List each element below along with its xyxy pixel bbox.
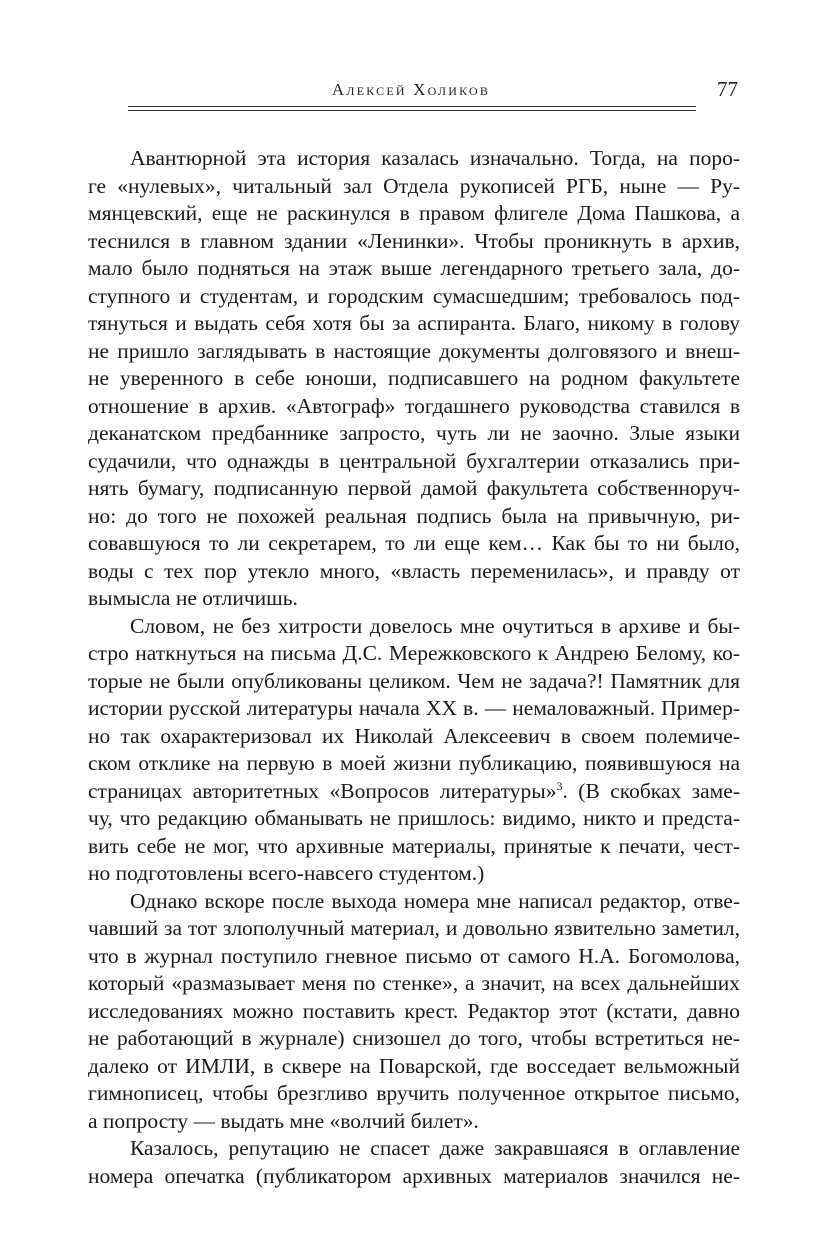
text-line: номера опечатка (публикатором архивных материалов значился не-: [88, 1163, 740, 1188]
text-line: истории русской литературы начала XX в. — немаловажный. Пример-: [88, 696, 740, 720]
text-fragment: . (В скобках заме-: [562, 778, 740, 803]
text-line: исследованиях можно поставить крест. Редактор этот (кстати, давно: [88, 998, 740, 1023]
text-line: Словом, не без хитрости довелось мне очутиться в архиве и бы-: [130, 613, 740, 638]
text-line: а попросту — выдать мне «волчий билет».: [88, 1108, 479, 1133]
text-line: судачили, что однажды в центральной бухгалтерии отказались при-: [88, 448, 740, 473]
text-line: ском отклике на первую в моей жизни публикацию, появившуюся на: [88, 751, 740, 775]
text-line: не пришло заглядывать в настоящие документы долговязого и внеш-: [88, 338, 740, 363]
text-line: но подготовлены всего-навсего студентом.): [88, 861, 485, 885]
text-fragment: страницах авторитетных «Вопросов литературы»: [88, 778, 557, 803]
text-line: чу, что редакцию обманывать не пришлось: видимо, никто и предста-: [88, 806, 740, 830]
text-line: что в журнал поступило гневное письмо от самого Н.А. Богомолова,: [88, 943, 740, 968]
text-line: торые не были опубликованы целиком. Чем не задача?! Памятник для: [88, 668, 740, 693]
running-header: [128, 74, 740, 114]
text-line: не работающий в журнале) снизошел до того, чтобы встретиться не-: [88, 1026, 740, 1050]
text-line: ге «нулевых», читальный зал Отдела рукописей РГБ, ныне — Ру-: [88, 173, 740, 198]
text-line: но так охарактеризовал их Николай Алексеевич в своем полемиче-: [88, 723, 740, 748]
text-line: воды с тех пор утекло много, «власть переменилась», и правду от: [88, 558, 740, 583]
text-line: не уверенного в себе юноши, подписавшего на родном факультете: [88, 366, 740, 390]
text-line: деканатском предбаннике запросто, чуть ли не заочно. Злые языки: [88, 421, 740, 445]
text-line: совавшуюся то ли секретарем, то ли еще кем… Как бы то ни было,: [88, 531, 740, 555]
text-line: нять бумагу, подписанную первой дамой факультета собственноруч-: [88, 476, 740, 500]
text-line: чавший за тот злополучный материал, и довольно язвительно заметил,: [88, 916, 740, 940]
text-line: который «размазывает меня по стенке», а значит, на всех дальнейших: [88, 971, 740, 995]
page-text: [88, 145, 740, 1190]
text-line: Однако вскоре после выхода номера мне написал редактор, отве-: [130, 888, 740, 913]
text-line: ступного и студентам, и городским сумасшедшим; требовалось под-: [88, 283, 740, 308]
text-line: Казалось, репутацию не спасет даже закравшаяся в оглавление: [130, 1136, 740, 1160]
text-line: мало было подняться на этаж выше легендарного третьего зала, до-: [88, 256, 740, 280]
text-line: мянцевский, еще не раскинулся в правом флигеле Дома Пашкова, а: [88, 201, 740, 225]
text-line: отношение в архив. «Автограф» тогдашнего руководства ставился в: [88, 393, 740, 418]
header-rule-bottom: [128, 110, 696, 111]
text-line: тянуться и выдать себя хотя бы за аспиранта. Благо, никому в голову: [88, 311, 740, 335]
text-line: вымысла не отличишь.: [88, 586, 298, 610]
text-line: гимнописец, чтобы брезгливо вручить полученное открытое письмо,: [88, 1081, 740, 1105]
text-line: но: до того не похожей реальная подпись была на привычную, ри-: [88, 503, 740, 528]
text-line: далеко от ИМЛИ, в сквере на Поварской, где восседает вельможный: [88, 1053, 740, 1078]
text-line-with-footnote: [88, 778, 740, 806]
text-line: стро наткнуться на письма Д.С. Мережковского к Андрею Белому, ко-: [88, 641, 740, 665]
text-line: вить себе не мог, что архивные материалы, принятые к печати, чест-: [88, 833, 740, 858]
running-head-author: Алексей Холиков: [331, 80, 491, 99]
text-line: теснился в главном здании «Ленинки». Чтобы проникнуть в архив,: [88, 228, 740, 253]
header-rule-top: [128, 106, 696, 107]
page-number: 77: [717, 77, 738, 101]
footnote-marker: 3: [556, 778, 563, 793]
text-line: Авантюрной эта история казалась изначально. Тогда, на поро-: [130, 146, 740, 170]
